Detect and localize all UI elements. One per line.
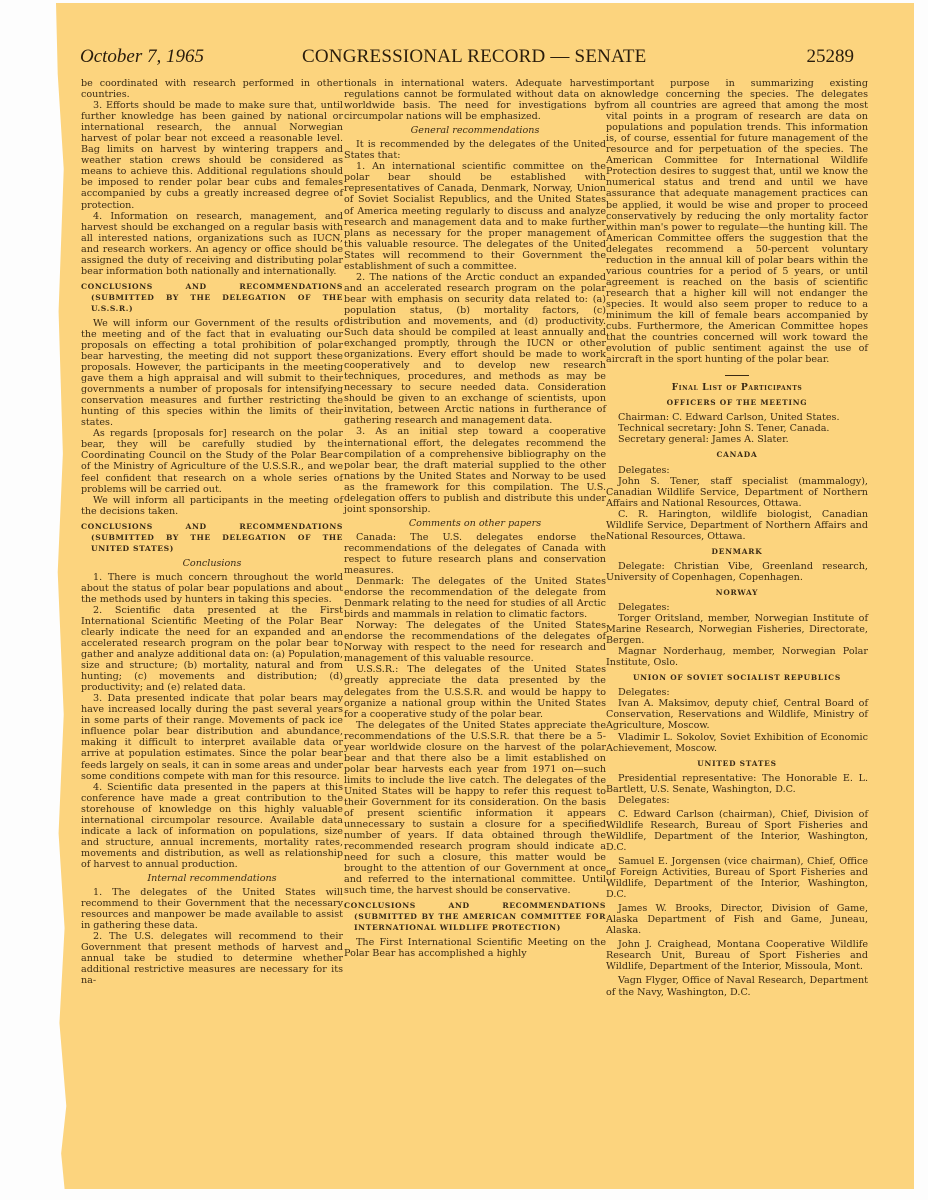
paragraph: 3. As an initial step toward a cooperative international effort, the delegates recommend the compilation of a comprehensive bibliography on the polar bear, the draft material supplied to the other nations by the United States and Norway to be used as the framework for this compilation. The U.S. delegation offers to publish and distribute this under joint sponsorship. [344,426,606,515]
paragraph: Vladimir L. Sokolov, Soviet Exhibition of Economic Achievement, Moscow. [606,731,868,754]
paragraph: We will inform our Government of the results of the meeting and of the fact that in evaluating our proposals on effecting a total prohibition of polar bear harvesting, the meeting did not support these proposals. However, the participants in the meeting gave them a high appraisal and will submit to their governments a number of proposals for intensifying conservation measures and further restricting the hunting of this species within the limits of their states. [81,317,343,429]
paragraph: John J. Craighead, Montana Cooperative Wildlife Research Unit, Bureau of Sport Fisheries and Wildlife, Department of the Interior, Missoula, Mont. [606,939,868,973]
paragraph: Secretary general: James A. Slater. [618,434,789,446]
section-heading-acwp: CONCLUSIONS AND RECOMMENDATIONS (SUBMITTED BY THE AMERICAN COMMITTEE FOR INTERNATIONAL WILDLIFE PROTECTION) [344,901,606,933]
final-list-title: Final List of Participants [671,382,803,394]
paragraph: Delegates: [618,687,670,699]
paragraph: The delegates of the United States appreciate the recommendations of the U.S.S.R. that there be a 5-year worldwide closure on the harvest of the polar bear and that there also be a limit established on polar bear harvests each year from 1971 on—such limits to include the live catch. The delegates of the United States will be happy to refer this request to their Government for its consideration. On the basis of present scientific information it appears unnecessary to sustain a closure for a specified number of years. If data obtained through the recommended research program should indicate a need for such a closure, this matter would be brought to the attention of our Government at once and referred to the international committee. Until such time, the harvest should be conservative. [344,719,606,897]
paragraph: 1. There is much concern throughout the world about the status of polar bear populations and about the methods used by hunters in taking this species. [81,571,343,605]
officers-heading: OFFICERS OF THE MEETING [666,398,808,408]
paragraph: Canada: The U.S. delegates endorse the recommendations of the delegates of Canada with respect to future research plans and conservation measures. [344,531,606,577]
header-title: CONGRESSIONAL RECORD — SENATE [302,46,647,67]
section-heading-us: CONCLUSIONS AND RECOMMENDATIONS (SUBMITTED BY THE DELEGATION OF THE UNITED STATES) [81,521,343,553]
header-page-number: 25289 [806,46,854,67]
paragraph: tionals in international waters. Adequate harvest regulations cannot be formulated without data on a worldwide basis. The need for investigations by circumpolar nations will be emphasized. [344,78,606,123]
paragraph: John S. Tener, staff specialist (mammalogy), Canadian Wildlife Service, Department of Northern Affairs and National Resources, Ottawa. [606,475,868,509]
paragraph: Delegates: [618,602,670,614]
country-heading-norway: NORWAY [715,587,759,597]
paragraph: 3. Data presented indicate that polar bears may have increased locally during the past several years in some parts of their range. Movements of pack ice influence polar bear distribution and abundance, making it difficult to interpret available data or arrive at population estimates. Since the polar bear feeds largely on seals, it can in some areas and under some conditions compete with man for this resource. [81,693,343,782]
paragraph: Magnar Norderhaug, member, Norwegian Polar Institute, Oslo. [606,646,868,669]
paragraph: James W. Brooks, Director, Division of Game, Alaska Department of Fish and Game, Juneau, Alaska. [606,903,868,937]
section-heading-ussr: CONCLUSIONS AND RECOMMENDATIONS (SUBMITTED BY THE DELEGATION OF THE U.S.S.R.) [81,281,343,313]
column-3 [606,78,868,998]
subheading-general: General recommendations [410,125,540,137]
paragraph: It is recommended by the delegates of the United States that: [344,139,606,162]
paragraph: The First International Scientific Meeting on the Polar Bear has accomplished a highly [344,937,606,960]
paragraph: We will inform all participants in the meeting of the decisions taken. [81,494,343,517]
subheading-comments: Comments on other papers [408,517,542,529]
country-heading-ussr: UNION OF SOVIET SOCIALIST REPUBLICS [632,673,842,683]
paragraph: 4. Information on research, management, and harvest should be exchanged on a regular basis with all interested nations, organizations such as IUCN, and research workers. An agency or office should be assigned the duty of receiving and distributing polar bear information both nationally and internationally. [81,210,343,277]
paragraph: Denmark: The delegates of the United States endorse the recommendation of the delegate from Denmark relating to the need for studies of all Arctic birds and mammals in relation to climatic factors. [344,576,606,621]
column-1 [81,78,343,986]
subheading-conclusions: Conclusions [182,557,242,569]
paragraph: 2. Scientific data presented at the First International Scientific Meeting of the Polar Bear clearly indicate the need for an expanded and an accelerated research program on the polar bear to gather and analyze additional data on: (a) Population, size and structure; (b) mortality, natural and from hunting; (c) movements and distribution; (d) productivity; and (e) related data. [81,604,343,694]
paragraph: 1. The delegates of the United States will recommend to their Government that the necessary resources and manpower be made available to assist in gathering these data. [81,887,343,932]
paragraph: important purpose in summarizing existing knowledge concerning the species. The delegates from all countries are agreed that among the most vital points in a program of research are data on populations and population trends. This information is, of course, essential for future management of the resource and for perpetuation of the species. The American Committee for International Wildlife Protection desires to suggest that, until we know the numerical status and trend and until we have assurance that adequate management practices can be applied, it would be wise and proper to proceed conservatively by reducing the only mortality factor within man's power to regulate—the hunting kill. The American Committee offers the suggestion that the delegates recommend a 50-percent voluntary reduction in the annual kill of polar bears within the various countries for a period of 5 years, or until agreement is reached on the basis of scientific research that a higher kill will not endanger the species. It would also seem proper to reduce to a minimum the kill of female bears accompanied by cubs. Furthermore, the American Committee hopes that the countries concerned will work toward the evolution of public sentiment against the use of aircraft in the sport hunting of the polar bear. [606,78,868,366]
country-heading-us: UNITED STATES [697,758,777,768]
paragraph: Presidential representative: The Honorable E. L. Bartlett, U.S. Senate, Washington, D.C. [606,772,868,795]
paragraph: Technical secretary: John S. Tener, Canada. [618,423,830,435]
paragraph: C. R. Harington, wildlife biologist, Canadian Wildlife Service, Department of Northern Affairs and National Resources, Ottawa. [606,508,868,542]
paragraph: Delegate: Christian Vibe, Greenland research, University of Copenhagen, Copenhagen. [606,560,868,583]
paragraph: 3. Efforts should be made to make sure that, until further knowledge has been gained by national or international research, the annual Norwegian harvest of polar bear not exceed a reasonable level. Bag limits on harvest by wintering trappers and weather station crews should be considered as means to achieve this. Additional regulations should be imposed to render polar bear cubs and females accompanied by cubs a greatly increased degree of protection. [81,100,343,211]
paragraph: U.S.S.R.: The delegates of the United States greatly appreciate the data presented by the delegates from the U.S.S.R. and would be happy to organize a national group within the United States for a cooperative study of the polar bear. [344,664,606,720]
country-heading-canada: CANADA [716,450,758,460]
paragraph: C. Edward Carlson (chairman), Chief, Division of Wildlife Research, Bureau of Sport Fisheries and Wildlife, Department of the Interior, Washington, D.C. [606,808,868,853]
paragraph: Torger Oritsland, member, Norwegian Institute of Marine Research, Norwegian Fisheries, Directorate, Bergen. [606,613,868,647]
paragraph: Chairman: C. Edward Carlson, United States. [618,412,840,424]
paragraph: Ivan A. Maksimov, deputy chief, Central Board of Conservation, Reservations and Wildlife, Ministry of Agriculture, Moscow. [606,698,868,732]
paragraph: 1. An international scientific committee on the polar bear should be established with representatives of Canada, Denmark, Norway, Union of Soviet Socialist Republics, and the United States of America meeting regularly to discuss and analyze research and management data and to make further plans as necessary for the proper management of this valuable resource. The delegates of the United States will recommend to their Government the establishment of such a committee. [344,161,606,272]
divider-rule [725,375,749,376]
paragraph: Delegates: [618,794,670,806]
header-date: October 7, 1965 [80,46,205,67]
country-heading-denmark: DENMARK [711,546,763,556]
subheading-internal: Internal recommendations [147,873,277,884]
paragraph: 2. The U.S. delegates will recommend to their Government that present methods of harvest and annual take be studied to determine whether additional restrictive measures are necessary for its na- [81,931,343,987]
paragraph: 4. Scientific data presented in the papers at this conference have made a great contribution to the storehouse of knowledge on this highly valuable international circumpolar resource. Available data indicate a lack of information on populations, size and structure, annual increments, mortality rates, movements and distribution, as well as relationship of harvest to annual production. [81,781,343,870]
page-header [80,46,854,70]
paragraph: Vagn Flyger, Office of Naval Research, Department of the Navy, Washington, D.C. [606,975,868,998]
paragraph: be coordinated with research performed in other countries. [81,78,343,101]
paragraph: Samuel E. Jorgensen (vice chairman), Chief, Office of Foreign Activities, Bureau of Sport Fisheries and Wildlife, Department of the Interior, Washington, D.C. [606,856,868,901]
paragraph: Delegates: [618,464,670,476]
paragraph: As regards [proposals for] research on the polar bear, they will be carefully studied by the Coordinating Council on the Study of the Polar Bear of the Ministry of Agriculture of the U.S.S.R., and we feel confident that research on a whole series of problems will be carried out. [81,428,343,495]
paragraph: Norway: The delegates of the United States endorse the recommendations of the delegates of Norway with respect to the need for research and management of this valuable resource. [344,620,606,665]
column-2 [344,78,606,960]
paragraph: 2. The nations of the Arctic conduct an expanded and an accelerated research program on the polar bear with emphasis on security data related to: (a) population status, (b) mortality factors, (c) distribution and movements, and (d) productivity. Such data should be compiled at least annually and exchanged promptly, through the IUCN or other organizations. Every effort should be made to work cooperatively and to develop new research techniques, procedures, and methods as may be necessary to secure needed data. Consideration should be given to an exchange of scientists, upon invitation, between Arctic nations in furtherance of gathering research and management data. [344,271,606,427]
